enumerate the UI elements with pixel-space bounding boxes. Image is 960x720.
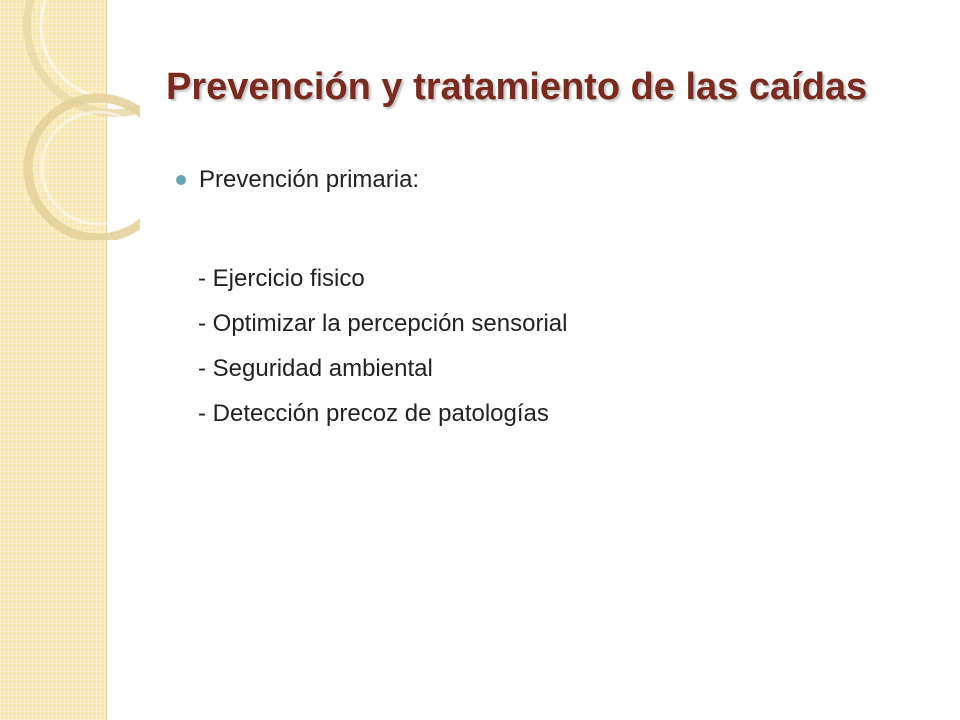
sub-list [176, 256, 916, 436]
list-item: - Detección precoz de patologías [198, 400, 549, 427]
list-item: - Ejercicio fisico [198, 265, 365, 292]
slide-content [176, 162, 916, 436]
bullet-item [176, 162, 916, 198]
decorative-rings-icon [0, 0, 140, 240]
bullet-text: Prevención primaria: [199, 166, 420, 193]
slide-title: Prevención y tratamiento de las caídas [166, 66, 868, 108]
round-bullet-icon [176, 175, 186, 185]
list-item: - Seguridad ambiental [198, 355, 433, 382]
list-item: - Optimizar la percepción sensorial [198, 310, 568, 337]
